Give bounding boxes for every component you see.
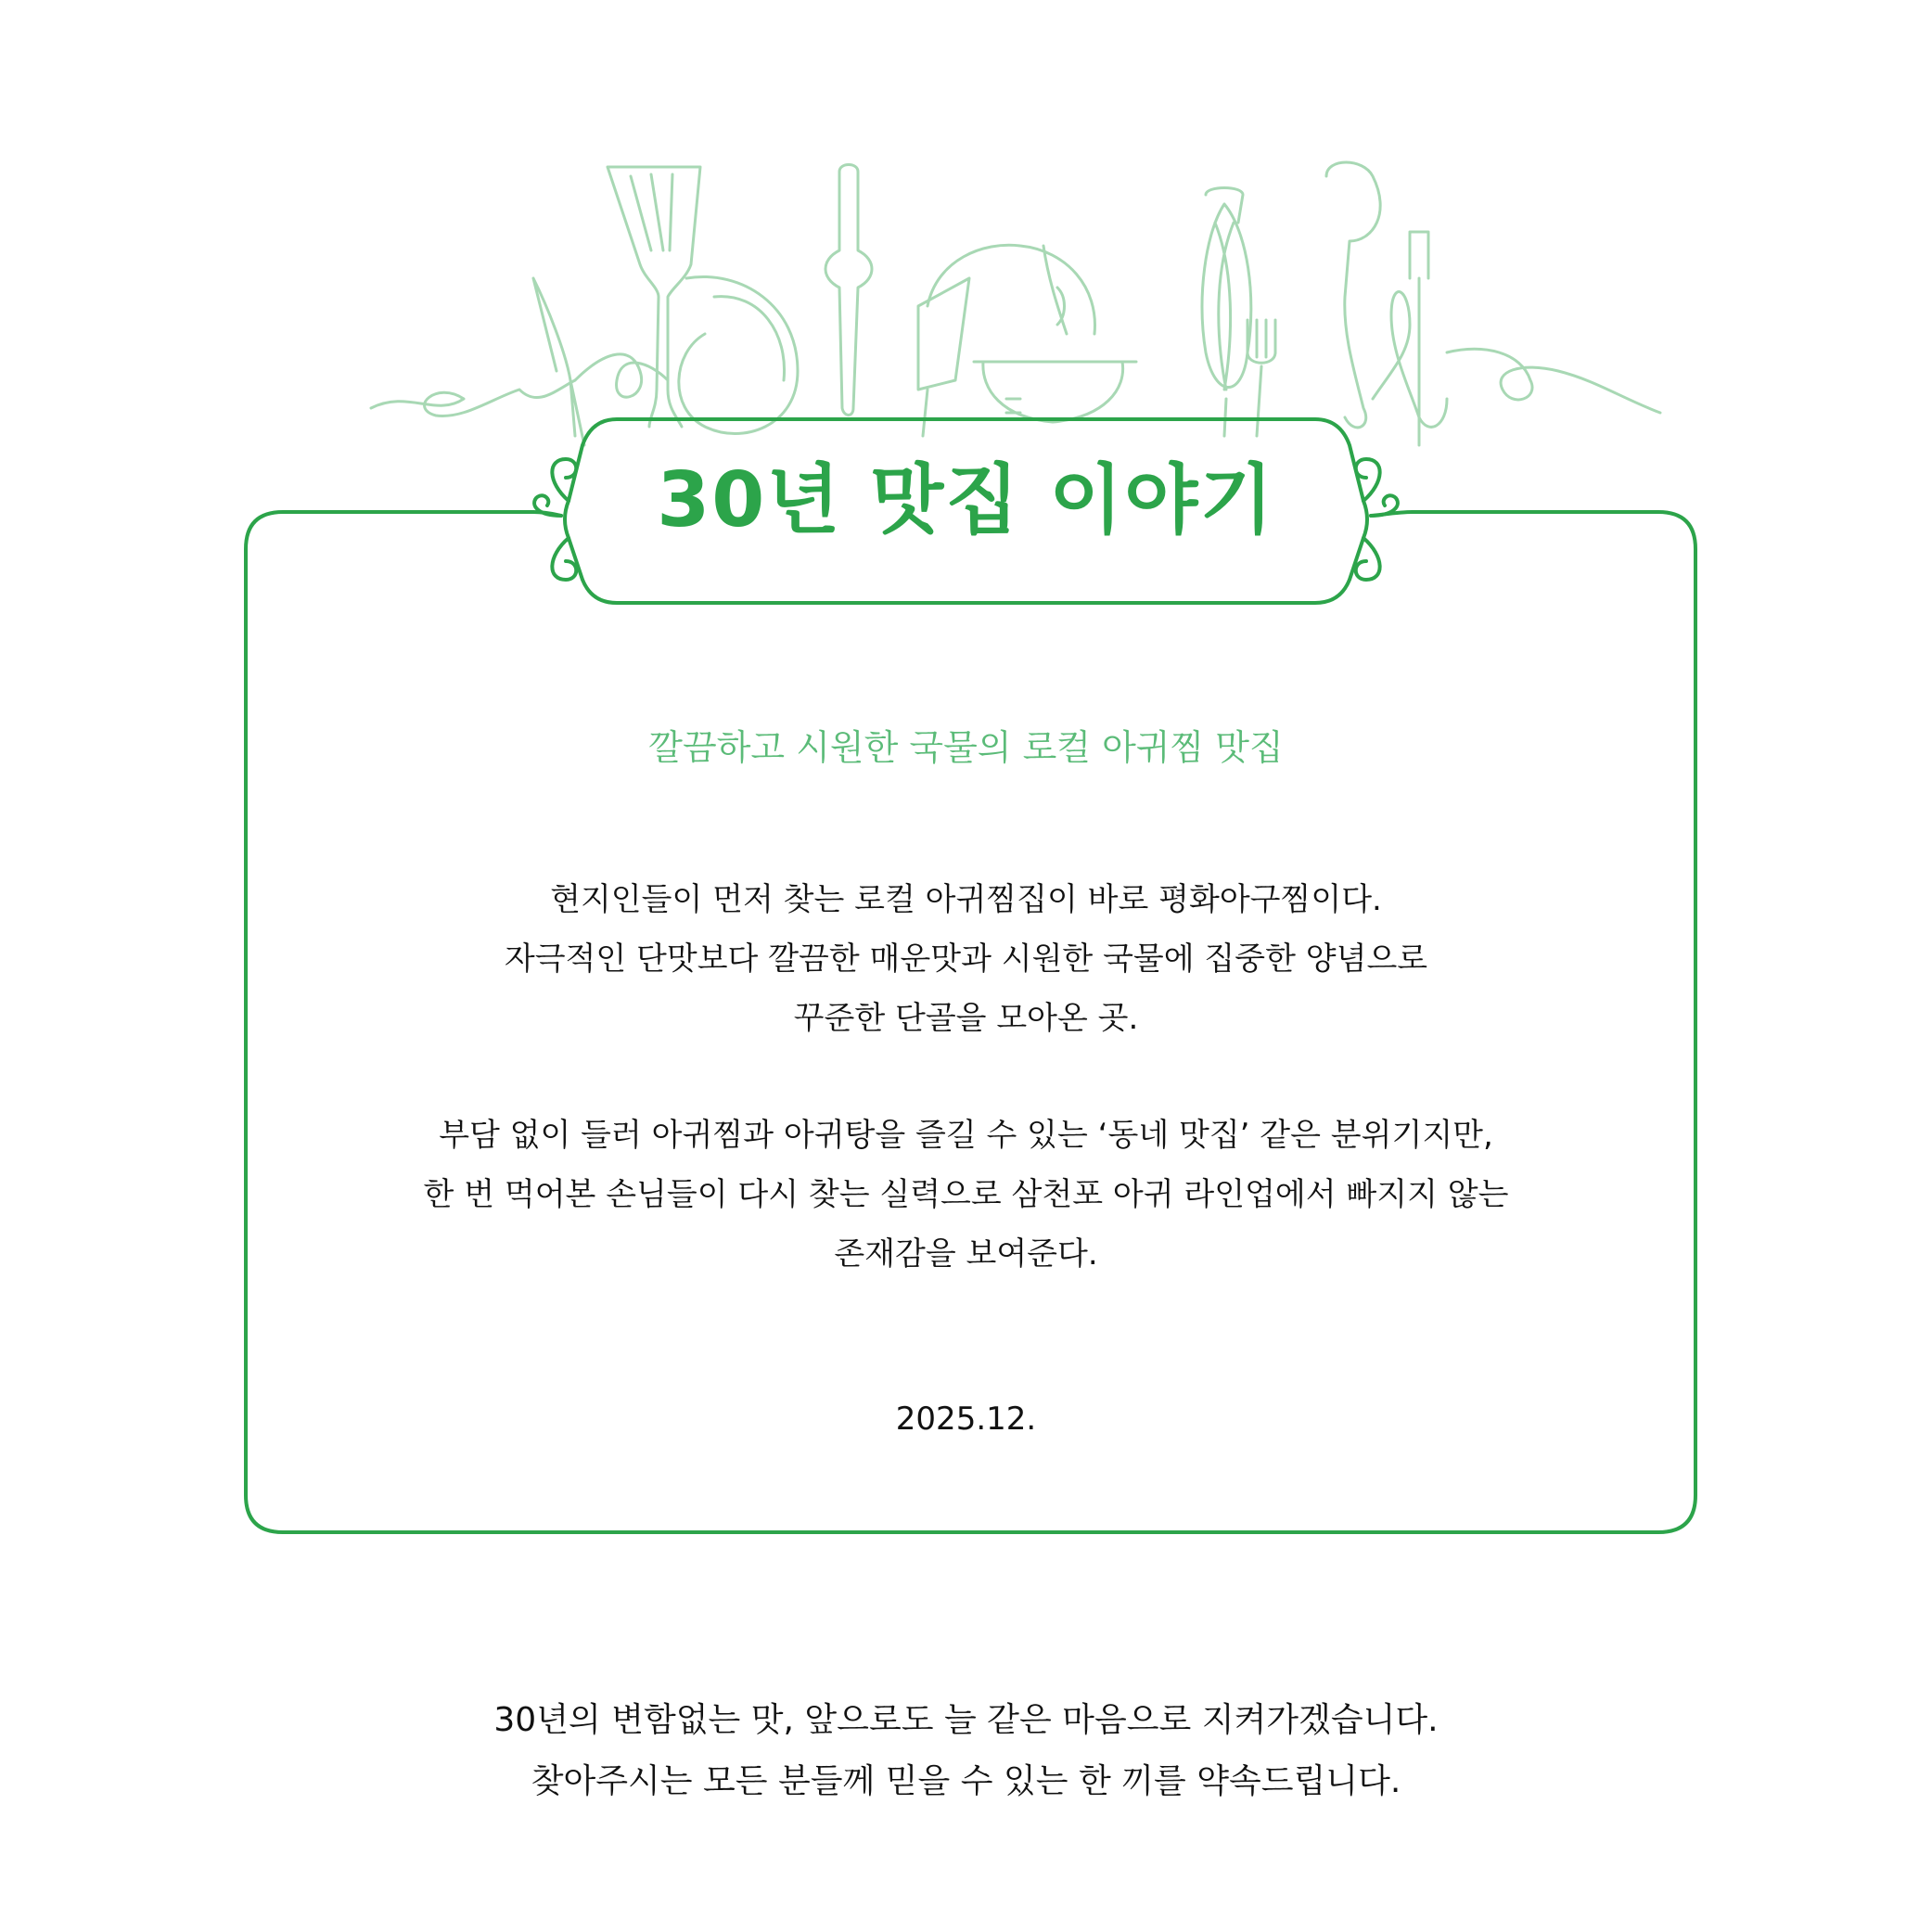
paragraph-line: 부담 없이 들러 아귀찜과 아귀탕을 즐길 수 있는 ‘동네 맛집’ 같은 분위기지만, xyxy=(439,1117,1493,1154)
paragraph-line: 현지인들이 먼저 찾는 로컬 아귀찜집이 바로 평화아구찜이다. xyxy=(550,881,1382,918)
description-paragraph xyxy=(0,1106,1932,1284)
paragraph-line: 자극적인 단맛보다 깔끔한 매운맛과 시원한 국물에 집중한 양념으로 xyxy=(504,940,1428,978)
paragraph-line: 한 번 먹어본 손님들이 다시 찾는 실력으로 삼천포 아귀 라인업에서 빠지지 않는 xyxy=(423,1176,1509,1213)
page-title: 30년 맛집 이야기 xyxy=(657,456,1275,544)
subtitle: 깔끔하고 시원한 국물의 로컬 아귀찜 맛집 xyxy=(648,727,1284,768)
closing-line: 찾아주시는 모든 분들께 믿을 수 있는 한 끼를 약속드립니다. xyxy=(531,1762,1401,1800)
date-label: 2025.12. xyxy=(895,1401,1037,1438)
paragraph-line: 존재감을 보여준다. xyxy=(834,1235,1098,1273)
intro-paragraph xyxy=(0,870,1932,1048)
paragraph-line: 꾸준한 단골을 모아온 곳. xyxy=(793,1000,1139,1037)
closing-message xyxy=(0,1690,1932,1812)
closing-line: 30년의 변함없는 맛, 앞으로도 늘 같은 마음으로 지켜가겠습니다. xyxy=(493,1701,1439,1739)
